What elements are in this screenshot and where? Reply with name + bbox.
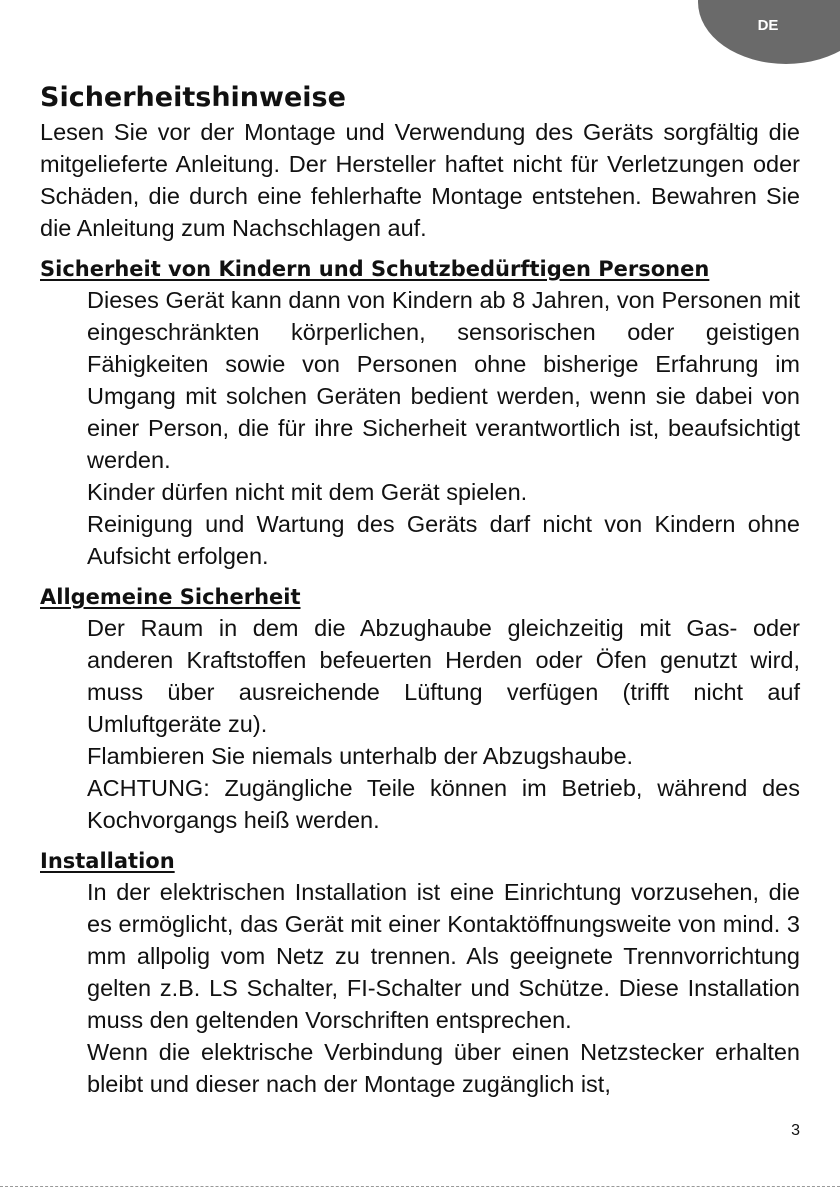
paragraph: Kinder dürfen nicht mit dem Gerät spielen. (87, 479, 528, 505)
paragraph: Der Raum in dem die Abzughaube gleichzeitig mit Gas- oder anderen Kraftstoffen befeuerten Herden oder Öfen genutzt wird, muss über ausreichende Lüftung verfügen (trifft nicht auf Umluftgeräte zu). (87, 615, 800, 737)
section-heading-general-safety: Allgemeine Sicherheit (40, 585, 301, 609)
section-heading-installation: Installation (40, 849, 175, 873)
section-heading-child-safety: Sicherheit von Kindern und Schutzbedürftigen Personen (40, 257, 710, 281)
paragraph: Wenn die elektrische Verbindung über einen Netzstecker erhalten bleibt und dieser nach der Montage zugänglich ist, (87, 1039, 800, 1097)
paragraph: Flambieren Sie niemals unterhalb der Abzugshaube. (87, 743, 634, 769)
page-edge-divider (0, 1186, 840, 1187)
page-title: Sicherheitshinweise (40, 82, 346, 113)
paragraph: In der elektrischen Installation ist eine Einrichtung vorzusehen, die es ermöglicht, das Gerät mit einer Kontaktöffnungsweite von mind. 3 mm allpolig vom Netz zu trennen. Als geeignete Trennvorrichtung gelten z.B. LS Schalter, FI-Schalter und Schütze. Diese Installation muss den geltenden Vorschriften entsprechen. (87, 879, 800, 1033)
page-number: 3 (791, 1122, 800, 1139)
language-label: DE (757, 17, 779, 34)
document-body (40, 80, 800, 1100)
paragraph: ACHTUNG: Zugängliche Teile können im Betrieb, während des Kochvorgangs heiß werden. (87, 775, 800, 833)
intro-paragraph: Lesen Sie vor der Montage und Verwendung des Geräts sorgfältig die mitgelieferte Anleitung. Der Hersteller haftet nicht für Verletzungen oder Schäden, die durch eine fehlerhafte Montage entstehen. Bewahren Sie die Anleitung zum Nachschlagen auf. (40, 119, 800, 241)
paragraph: Reinigung und Wartung des Geräts darf nicht von Kindern ohne Aufsicht erfolgen. (87, 511, 800, 569)
paragraph: Dieses Gerät kann dann von Kindern ab 8 Jahren, von Personen mit eingeschränkten körperlichen, sensorischen oder geistigen Fähigkeiten sowie von Personen ohne bisherige Erfahrung im Umgang mit solchen Geräten bedient werden, wenn sie dabei von einer Person, die für ihre Sicherheit verantwortlich ist, beaufsichtigt werden. (87, 287, 800, 473)
